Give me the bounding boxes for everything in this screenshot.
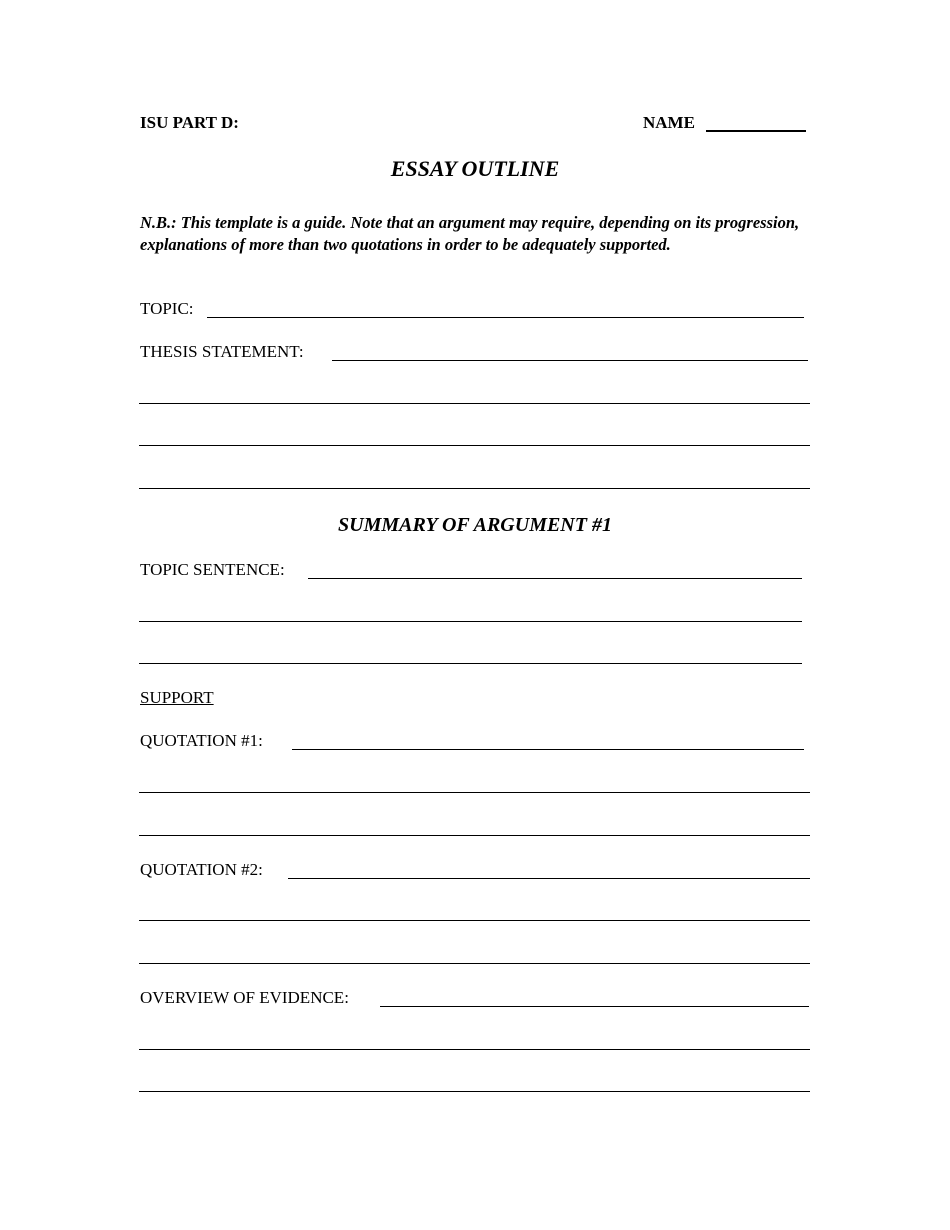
quotation-1-line[interactable] [139,835,810,836]
quotation-1-line[interactable] [139,792,810,793]
thesis-line[interactable] [332,360,808,361]
quotation-2-label: QUOTATION #2: [140,860,263,879]
guide-note: N.B.: This template is a guide. Note that an argument may require, depending on its progression, explanations of more than two quotations in order to be adequately supported. [140,213,800,254]
overview-line[interactable] [139,1049,810,1050]
name-label: NAME [643,113,695,132]
overview-line[interactable] [380,1006,809,1007]
quotation-2-line[interactable] [139,920,810,921]
thesis-line[interactable] [139,445,810,446]
overview-line[interactable] [139,1091,810,1092]
quotation-2-line[interactable] [288,878,810,879]
topic-sentence-line[interactable] [139,663,802,664]
support-heading: SUPPORT [140,688,214,707]
thesis-label: THESIS STATEMENT: [140,342,304,361]
isu-part-label: ISU PART D: [140,113,239,132]
topic-sentence-label: TOPIC SENTENCE: [140,560,285,579]
thesis-line[interactable] [139,488,810,489]
quotation-1-label: QUOTATION #1: [140,731,263,750]
page-title: ESSAY OUTLINE [390,156,560,181]
topic-label: TOPIC: [140,299,194,318]
name-blank-line[interactable] [706,130,806,132]
topic-sentence-line[interactable] [308,578,802,579]
overview-label: OVERVIEW OF EVIDENCE: [140,988,349,1007]
thesis-line[interactable] [139,403,810,404]
topic-line[interactable] [207,317,804,318]
quotation-2-line[interactable] [139,963,810,964]
quotation-1-line[interactable] [292,749,804,750]
topic-sentence-line[interactable] [139,621,802,622]
section-heading: SUMMARY OF ARGUMENT #1 [338,514,612,536]
